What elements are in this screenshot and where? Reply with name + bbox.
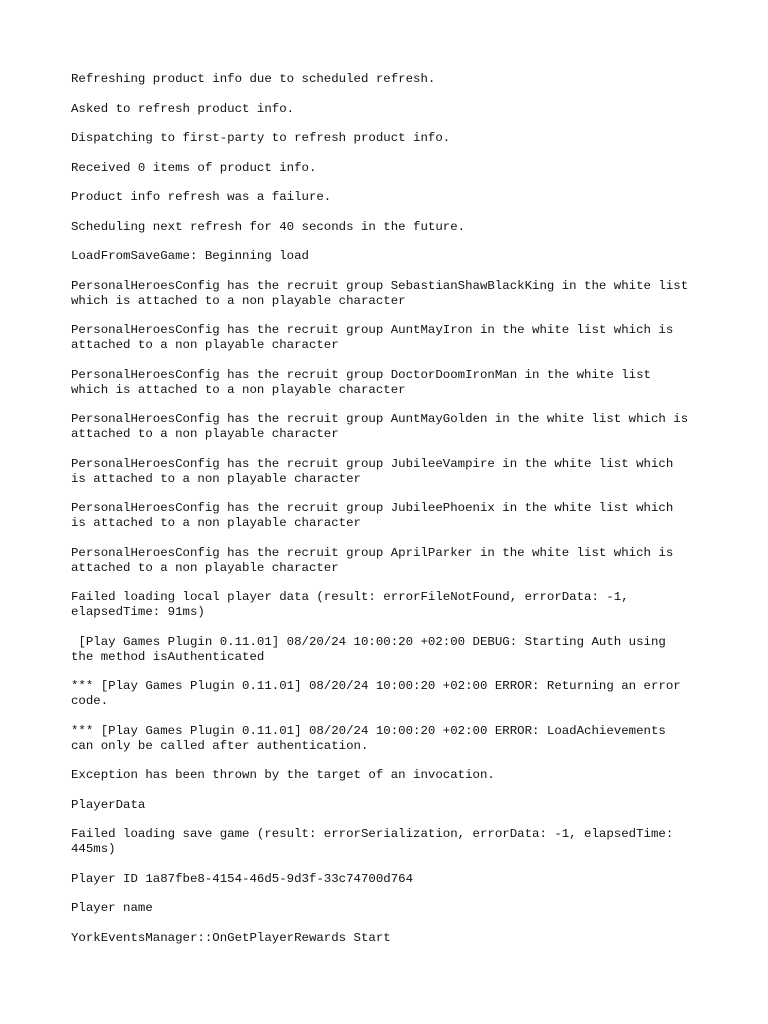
log-line: Exception has been thrown by the target of an invocation. [71,768,495,782]
log-line: PersonalHeroesConfig has the recruit group AprilParker in the white list which is attached to a non playable character [71,545,674,575]
log-line: Dispatching to first-party to refresh product info. [71,131,451,145]
log-line: *** [Play Games Plugin 0.11.01] 08/20/24 10:00:20 +02:00 ERROR: LoadAchievements can only be called after authentication. [71,723,666,753]
log-line: Product info refresh was a failure. [71,190,332,204]
log-line: YorkEventsManager::OnGetPlayerRewards Start [71,930,391,945]
log-line: Received 0 items of product info. [71,160,317,175]
log-line: PlayerData [71,797,146,812]
log-line: PersonalHeroesConfig has the recruit group AuntMayGolden in the white list which is attached to a non playable character [71,412,689,441]
log-line: Asked to refresh product info. [71,101,295,116]
log-line: *** [Play Games Plugin 0.11.01] 08/20/24 10:00:20 +02:00 ERROR: Returning an error code. [71,679,681,708]
log-line: PersonalHeroesConfig has the recruit group SebastianShawBlackKing in the white list which is attached to a non playable character [71,278,689,308]
log-line: Failed loading local player data (result: errorFileNotFound, errorData: -1, elapsedTime: 91ms) [71,590,629,619]
log-document [71,72,711,960]
log-line: Scheduling next refresh for 40 seconds in the future. [71,219,466,234]
log-line: Failed loading save game (result: errorSerialization, errorData: -1, elapsedTime: 445ms) [71,827,674,856]
log-line: Refreshing product info due to scheduled refresh. [71,72,436,86]
log-line: LoadFromSaveGame: Beginning load [71,249,309,263]
log-line: PersonalHeroesConfig has the recruit group JubileePhoenix in the white list which is attached to a non playable character [71,501,674,530]
log-line: PersonalHeroesConfig has the recruit group DoctorDoomIronMan in the white list which is attached to a non playable character [71,367,651,397]
log-line: PersonalHeroesConfig has the recruit group AuntMayIron in the white list which is attached to a non playable character [71,323,674,352]
log-line: PersonalHeroesConfig has the recruit group JubileeVampire in the white list which is attached to a non playable character [71,456,674,486]
log-line: Player ID 1a87fbe8-4154-46d5-9d3f-33c74700d764 [71,871,414,886]
log-line: [Play Games Plugin 0.11.01] 08/20/24 10:00:20 +02:00 DEBUG: Starting Auth using the method isAuthenticated [71,634,666,664]
log-line: Player name [71,901,153,915]
